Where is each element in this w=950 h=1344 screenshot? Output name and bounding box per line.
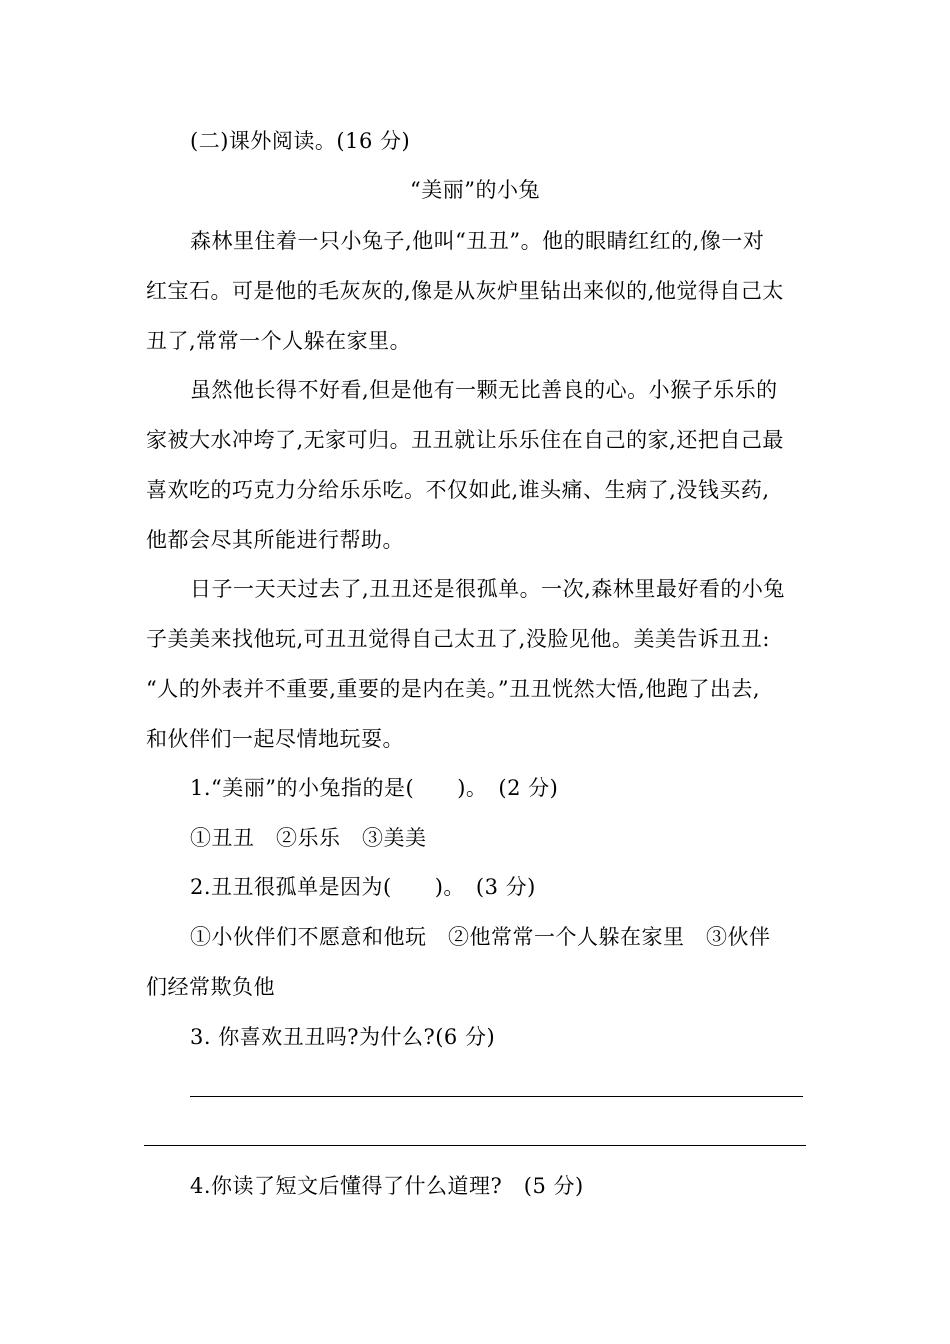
question-2-options-cont: 们经常欺负他 (146, 975, 275, 999)
paragraph-line: 丑了,常常一个人躲在家里。 (146, 329, 412, 353)
story-title: “美丽”的小兔 (410, 178, 540, 202)
question-1-options: ①丑丑 ②乐乐 ③美美 (190, 826, 427, 850)
question-2-options: ①小伙伴们不愿意和他玩 ②他常常一个人躲在家里 ③伙伴 (190, 925, 771, 949)
paragraph-line: 子美美来找他玩,可丑丑觉得自己太丑了,没脸见他。美美告诉丑丑: (146, 627, 770, 651)
section-heading: (二)课外阅读。(16 分) (190, 129, 411, 153)
question-1-text: 1.“美丽”的小兔指的是( )。 (2 分) (190, 776, 559, 800)
paragraph-line: 森林里住着一只小兔子,他叫“丑丑”。他的眼睛红红的,像一对 (190, 229, 765, 253)
paragraph-line: 他都会尽其所能进行帮助。 (146, 528, 404, 552)
paragraph-line: 红宝石。可是他的毛灰灰的,像是从灰炉里钻出来似的,他觉得自己太 (146, 279, 784, 303)
paragraph-line: 日子一天天过去了,丑丑还是很孤单。一次,森林里最好看的小兔 (190, 577, 785, 601)
paragraph-line: “人的外表并不重要,重要的是内在美。”丑丑恍然大悟,他跑了出去, (146, 677, 760, 701)
question-2-text: 2.丑丑很孤单是因为( )。 (3 分) (190, 875, 536, 899)
answer-line-1[interactable] (190, 1096, 803, 1097)
paragraph-line: 家被大水冲垮了,无家可归。丑丑就让乐乐住在自己的家,还把自己最 (146, 428, 784, 452)
question-4-text: 4.你读了短文后懂得了什么道理? (5 分) (190, 1174, 584, 1198)
paragraph-line: 虽然他长得不好看,但是他有一颗无比善良的心。小猴子乐乐的 (190, 378, 778, 402)
question-3-text: 3. 你喜欢丑丑吗?为什么?(6 分) (190, 1025, 496, 1049)
paragraph-line: 和伙伴们一起尽情地玩耍。 (146, 727, 404, 751)
paragraph-line: 喜欢吃的巧克力分给乐乐吃。不仅如此,谁头痛、生病了,没钱买药, (146, 478, 770, 502)
answer-line-2[interactable] (144, 1145, 806, 1146)
